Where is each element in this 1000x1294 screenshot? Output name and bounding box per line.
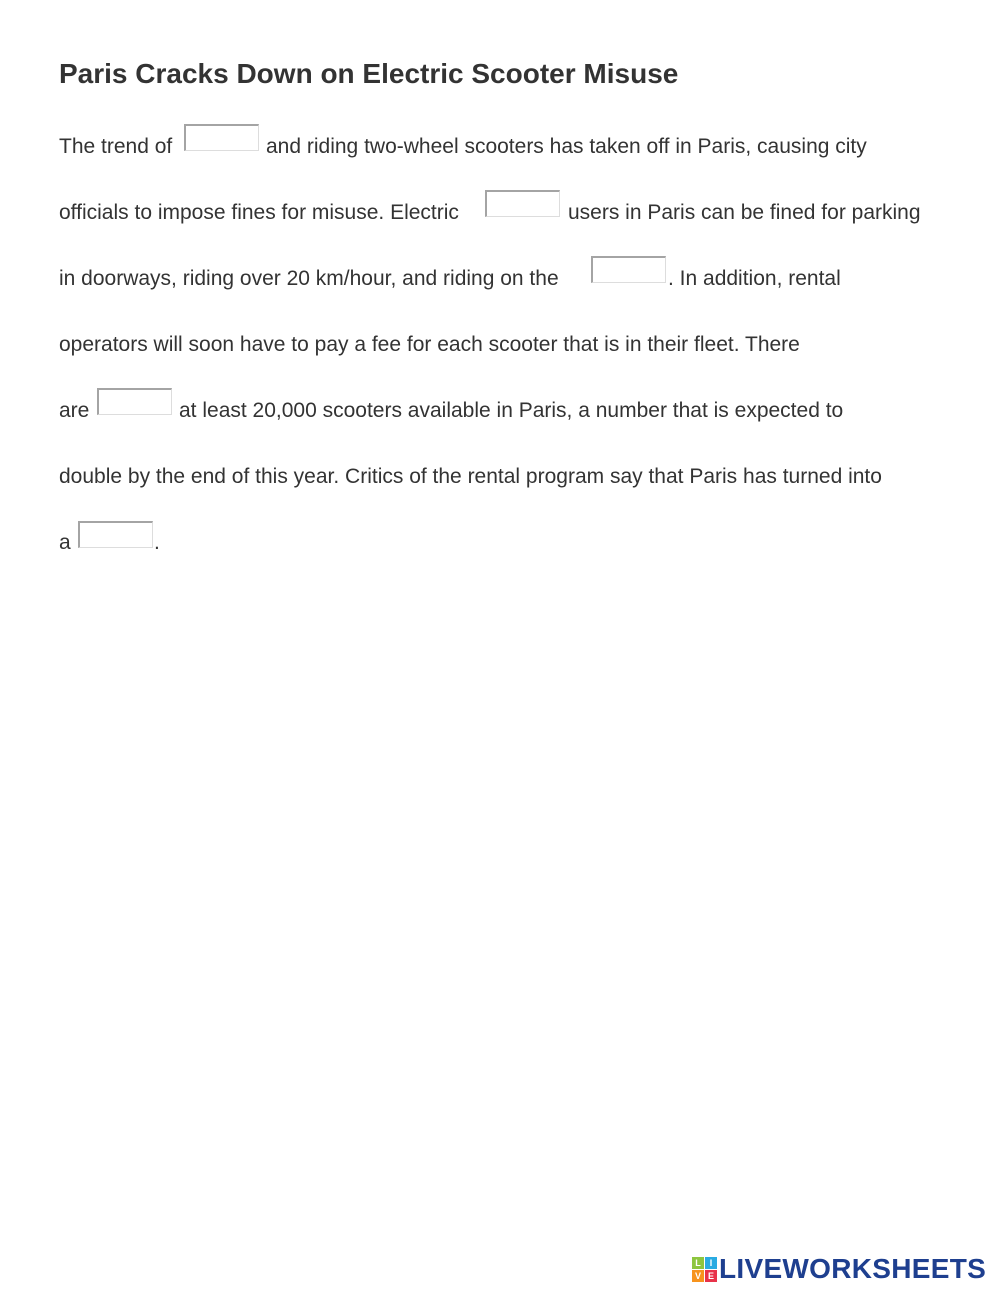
- logo-mark-letter: V: [692, 1270, 704, 1282]
- logo-mark-letter: L: [692, 1257, 704, 1269]
- logo-mark-letter: E: [705, 1270, 717, 1282]
- logo-text: LIVEWORKSHEETS: [719, 1253, 987, 1284]
- logo-mark-icon: [692, 1257, 717, 1282]
- text-line-7-after: .: [154, 531, 160, 554]
- text-line-2-before: officials to impose fines for misuse. Electric: [59, 201, 459, 224]
- liveworksheets-logo: [692, 1254, 986, 1284]
- text-line-7-before: a: [59, 531, 71, 554]
- text-line-1-before: The trend of: [59, 135, 173, 158]
- text-line-4: operators will soon have to pay a fee for each scooter that is in their fleet. There: [59, 333, 800, 356]
- text-line-1-after: and riding two-wheel scooters has taken off in Paris, causing city: [266, 135, 867, 158]
- answer-blank-5[interactable]: [78, 521, 153, 548]
- answer-blank-3[interactable]: [591, 256, 666, 283]
- logo-mark-letter: I: [705, 1257, 717, 1269]
- answer-blank-2[interactable]: [485, 190, 560, 217]
- text-line-6: double by the end of this year. Critics of the rental program say that Paris has turned into: [59, 465, 882, 488]
- answer-blank-1[interactable]: [184, 124, 259, 151]
- text-line-5-before: are: [59, 399, 90, 422]
- text-line-3-after: . In addition, rental: [668, 267, 841, 290]
- answer-blank-4[interactable]: [97, 388, 172, 415]
- text-line-3-before: in doorways, riding over 20 km/hour, and riding on the: [59, 267, 559, 290]
- text-line-5-after: at least 20,000 scooters available in Paris, a number that is expected to: [179, 399, 844, 422]
- worksheet-title: Paris Cracks Down on Electric Scooter Misuse: [59, 58, 679, 89]
- text-line-2-after: users in Paris can be fined for parking: [568, 201, 921, 224]
